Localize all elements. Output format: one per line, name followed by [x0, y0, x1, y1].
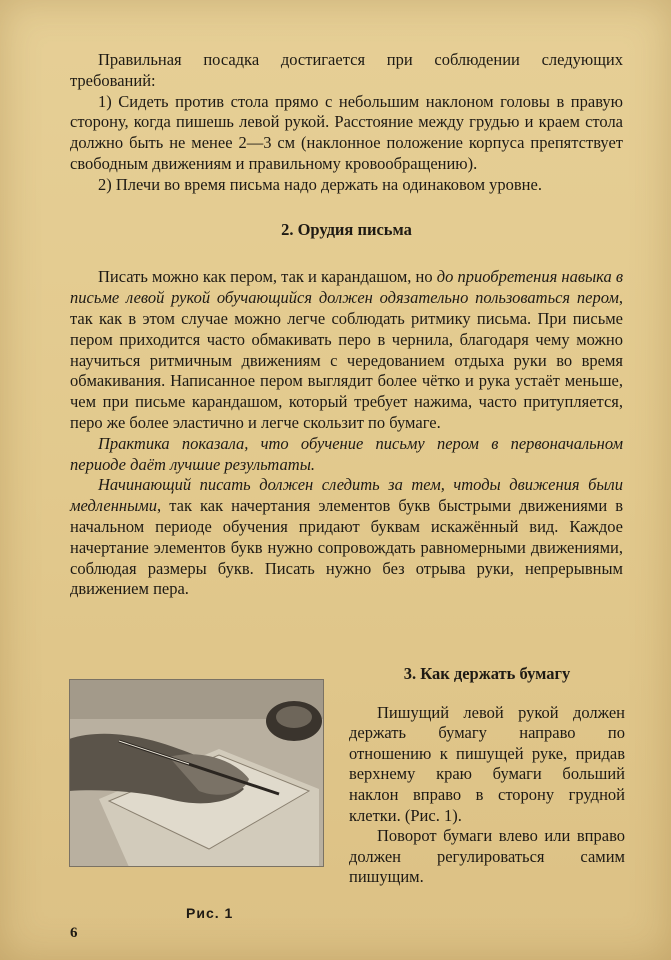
intro-paragraph: Правильная посадка достигается при соблюдении следующих требований: [70, 50, 623, 90]
hand-with-pen-photo [69, 679, 324, 867]
section-2-paragraph-1 [70, 267, 623, 433]
section-3-paragraph-2: Поворот бумаги влево или вправо должен регулироваться самим пишущим. [349, 826, 625, 887]
section-3-heading: 3. Как держать бумагу [403, 664, 571, 683]
section-3-paragraph-1: Пишущий левой рукой должен держать бумагу направо по отношению к пишущей руке, придав верхнему краю бумаги больший наклон вправо в сторону грудной клетки. (Рис. 1). [349, 702, 625, 825]
paragraph-3-end: , так как начертания элементов букв быстрыми движениями в начальном периоде обучения придают буквам искажённый вид. Каждое начертание элементов букв нужно сопровождать равномерными движениями, соблюдая размеры букв. Писать нужно без отрыва руки, непрерывным движением пера. [70, 496, 623, 599]
section-3 [349, 664, 625, 888]
paragraph-1-start: Писать можно как пером, так и карандашом, но [98, 267, 437, 287]
paragraph-1-emphasis: до приобретения навыка в письме левой рукой обучающийся должен одязательно пользоваться пером [70, 267, 624, 308]
page-number: 6 [70, 925, 78, 941]
figure-photo [69, 679, 324, 867]
figure-caption: Рис. 1 [186, 905, 234, 921]
section-2-paragraph-2 [70, 434, 623, 476]
section-2-heading: 2. Орудия письма [281, 219, 412, 239]
main-text [70, 50, 623, 600]
paragraph-1-end: , так как в этом случае можно легче соблюдать ритмику письма. При письме пером приходится часто обмакивать перо в чернила, благодаря чему можно научиться ритмичным движениям с чередованием отдыха руки во время обмакивания. Написанное пером выглядит более чётко и рука устаёт меньше, чем при письме карандашом, который требует нажима, часто притупляется, перо же более эластично и легче скользит по бумаге. [70, 288, 623, 432]
section-2-paragraph-3 [70, 475, 623, 600]
paragraph-2-emphasis: Практика показала, что обучение письму пером в первоначальном периоде даёт лучшие результаты. [70, 433, 623, 474]
paragraph-3-emphasis: Начинающий писать должен следить за тем, чтоды движения были медленными [70, 475, 623, 516]
requirement-1: 1) Сидеть против стола прямо с небольшим наклоном головы в правую сторону, когда пишешь левой рукой. Расстояние между грудью и краем стола должно быть не менее 2—3 см (наклонное положение корпуса препятствует свободным движениям и правильному кровообращению). [70, 91, 623, 173]
requirement-2: 2) Плечи во время письма надо держать на одинаковом уровне. [98, 174, 542, 194]
